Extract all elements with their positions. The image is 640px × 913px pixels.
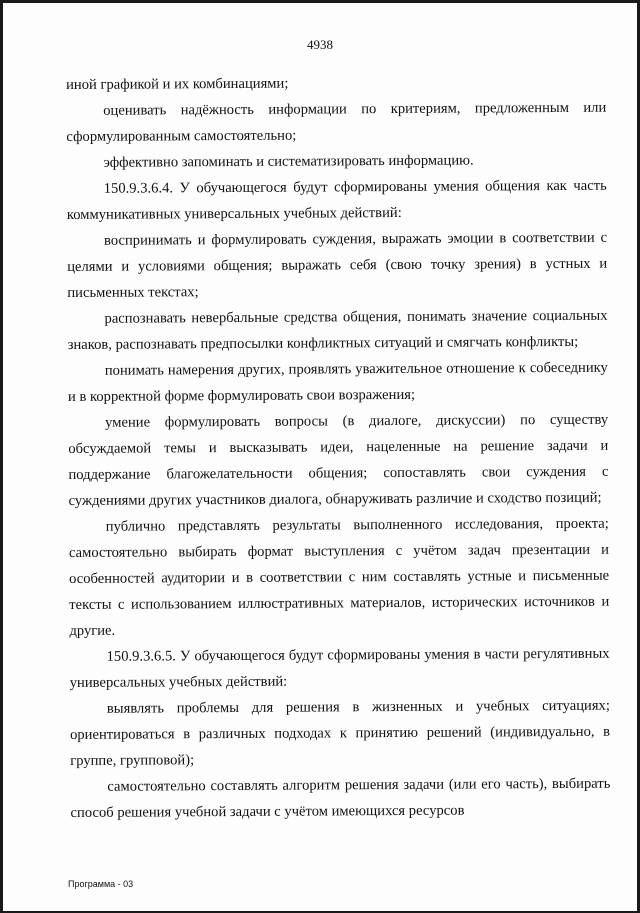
- paragraph: публично представлять результаты выполненного исследования, проекта; самостоятельно выбирать формат выступления с учётом задач презентации и особенностей аудитории и в соответствии с ним составлять устные и письменные тексты с использованием иллюстративных материалов, исторических источников и другие.: [68, 515, 610, 639]
- scan-edge-top: [0, 0, 640, 3]
- paragraph: иной графикой и их комбинациями;: [66, 75, 289, 93]
- page-number: 4938: [307, 37, 333, 52]
- paragraph: эффективно запоминать и систематизировать информацию.: [103, 152, 474, 171]
- body-text: [66, 69, 611, 826]
- paragraph: оценивать надёжность информации по критериям, предложенным или сформулированным самостоятельно;: [66, 99, 607, 145]
- paragraph: распознавать невербальные средства общения, понимать значение социальных знаков, распознавать предпосылки конфликтных ситуаций и смягчать конфликты;: [67, 307, 608, 353]
- paragraph: воспринимать и формулировать суждения, выражать эмоции в соответствии с целями и условиями общения; выражать себя (свою точку зрения) в устных и письменных текстах;: [67, 229, 608, 301]
- paragraph: 150.9.3.6.5. У обучающегося будут сформированы умения в части регулятивных универсальных учебных действий:: [69, 645, 610, 691]
- paragraph: самостоятельно составлять алгоритм решения задачи (или его часть), выбирать способ решения учебной задачи с учётом имеющихся ресурсов: [70, 775, 611, 821]
- footer-label: Программа - 03: [68, 879, 134, 889]
- paragraph: умение формулировать вопросы (в диалоге, дискуссии) по существу обсуждаемой темы и высказывать идеи, нацеленные на решение задачи и поддержание благожелательности общения; сопоставлять свои суждения с суждениями других участников диалога, обнаруживать различие и сходство позиций;: [68, 411, 609, 509]
- paragraph: выявлять проблемы для решения в жизненных и учебных ситуациях; ориентироваться в различных подходах к принятию решений (индивидуально, в группе, групповой);: [70, 697, 611, 769]
- scan-edge-left: [0, 0, 3, 913]
- paragraph: 150.9.3.6.4. У обучающегося будут сформированы умения общения как часть коммуникативных универсальных учебных действий:: [66, 177, 607, 223]
- paragraph: понимать намерения других, проявлять уважительное отношение к собеседнику и в корректной форме формулировать свои возражения;: [67, 359, 608, 405]
